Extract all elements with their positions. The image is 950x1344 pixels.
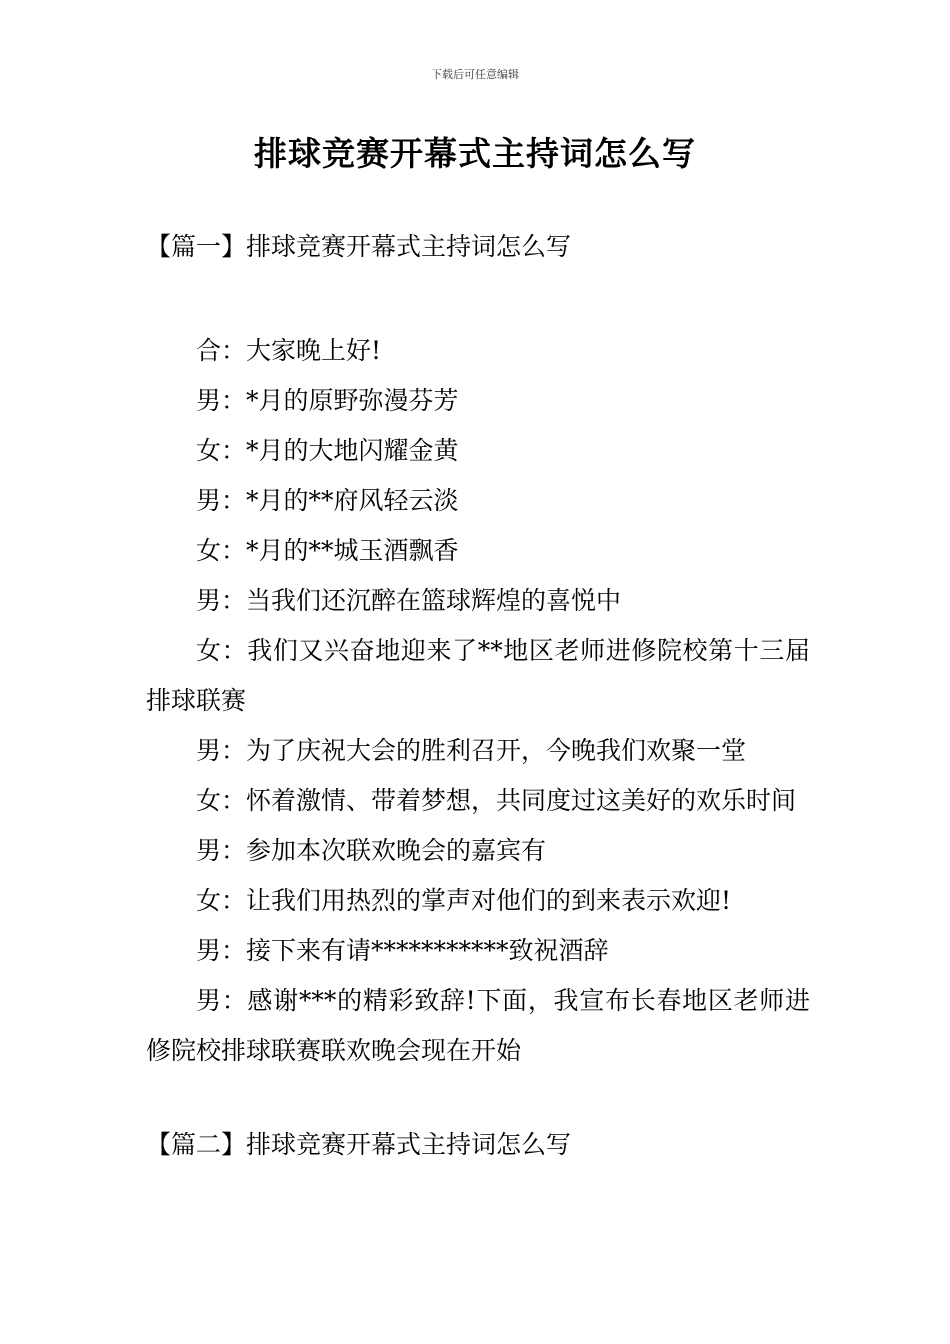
dialogue-line: 男：*月的原野弥漫芬芳 bbox=[196, 386, 459, 415]
section-one bbox=[146, 222, 810, 272]
section-heading: 【篇二】排球竞赛开幕式主持词怎么写 bbox=[146, 1130, 572, 1159]
dialogue-line: 男：当我们还沉醉在篮球辉煌的喜悦中 bbox=[196, 586, 622, 615]
section-heading: 【篇一】排球竞赛开幕式主持词怎么写 bbox=[146, 232, 572, 261]
dialogue-line: 合：大家晚上好! bbox=[196, 336, 382, 365]
dialogue-line: 女：*月的大地闪耀金黄 bbox=[196, 436, 459, 465]
dialogue-line: 男：感谢***的精彩致辞!下面，我宣布长春地区老师进修院校排球联赛联欢晚会现在开始 bbox=[146, 986, 810, 1065]
dialogue-line: 女：*月的**城玉酒飘香 bbox=[196, 536, 459, 565]
dialogue-line: 女：我们又兴奋地迎来了**地区老师进修院校第十三届排球联赛 bbox=[146, 636, 810, 715]
dialogue-line: 女：怀着激情、带着梦想，共同度过这美好的欢乐时间 bbox=[196, 786, 797, 815]
dialogue-line: 男：接下来有请***********致祝酒辞 bbox=[196, 936, 609, 965]
section-two bbox=[146, 1120, 810, 1170]
document-title: 排球竞赛开幕式主持词怎么写 bbox=[254, 134, 696, 173]
dialogue-line: 男：*月的**府风轻云淡 bbox=[196, 486, 459, 515]
dialogue-line: 男：参加本次联欢晚会的嘉宾有 bbox=[196, 836, 547, 865]
dialogue-line: 女：让我们用热烈的掌声对他们的到来表示欢迎! bbox=[196, 886, 732, 915]
header-note: 下载后可任意编辑 bbox=[431, 68, 519, 81]
dialogue-line: 男：为了庆祝大会的胜利召开，今晚我们欢聚一堂 bbox=[196, 736, 747, 765]
dialogue-block bbox=[146, 326, 810, 1076]
